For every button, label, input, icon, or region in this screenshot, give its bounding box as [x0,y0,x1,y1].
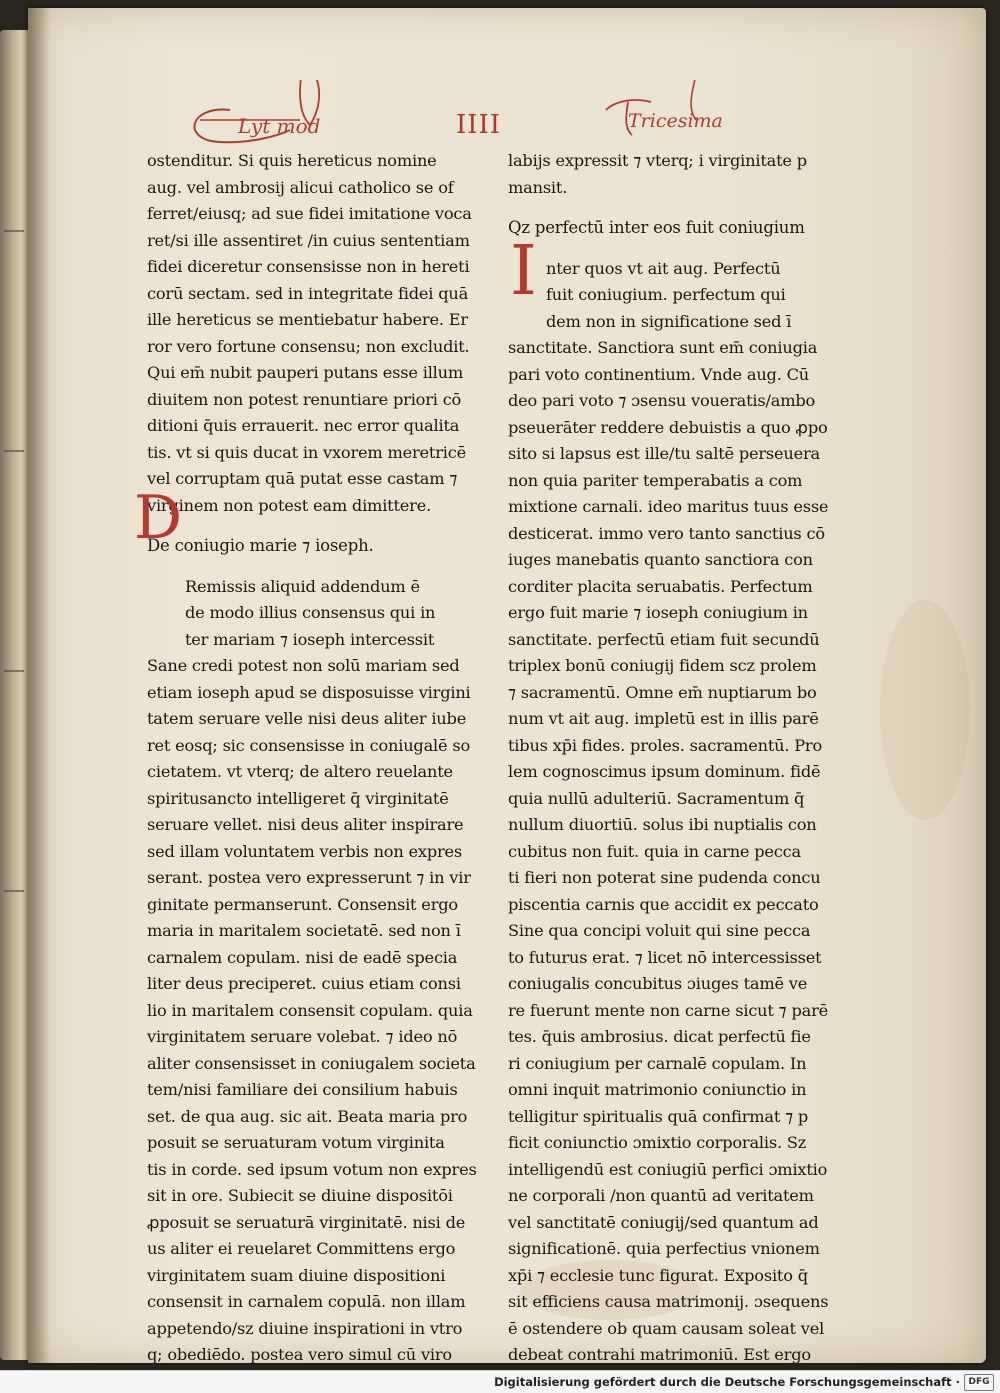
text-line: aug. vel ambrosij alicui catholico se of [147,177,454,197]
text-line: vel sanctitatē coniugij/sed quantum ad [508,1212,819,1232]
text-line: ror vero fortune consensu; non excludit. [147,336,470,356]
text-line: nullum diuortiū. solus ibi nuptialis con [508,815,817,834]
text-line: carnalem copulam. nisi de eadē specia [147,947,458,967]
text-line: intelligendū est coniugiū perfici ɔmixtio [508,1159,828,1179]
text-line: to futurus erat. ⁊ licet nō intercessisset [508,947,822,967]
text-line: ē ostendere ob quam causam soleat vel [508,1318,825,1338]
text-line: coniugalis concubitus ɔiuges tamē ve [508,974,808,993]
text-line: cietatem. vt vterq; de altero reuelante [147,762,453,781]
paragraph-top [147,148,472,519]
text-line: Qui em̄ nubit pauperi putans esse illum [147,363,464,382]
text-line: sanctitate. Sanctiora sunt em̄ coniugia [508,338,818,357]
text-line: non quia pariter temperabatis a com [508,470,803,490]
text-line: telligitur spiritualis quā confirmat ⁊ p [508,1106,809,1126]
text-line: ri coniugium per carnalē copulam. In [508,1053,807,1073]
text-line: xp̄i ⁊ ecclesie tunc figurat. Exposito q̄ [508,1265,808,1285]
text-line: tis. vt si quis ducat in vxorem meretricē [147,442,466,462]
text-line: spiritusancto intelligeret q̄ virginitatē [147,788,449,808]
text-line: nter quos vt ait aug. Perfectū [546,258,781,278]
text-line: seruare vellet. nisi deus aliter inspirare [147,815,464,834]
text-line: ostenditur. Si quis hereticus nomine [147,151,437,170]
text-line: etiam ioseph apud se disposuisse virgini [147,682,471,702]
text-line: iuges manebatis quanto sanctiora con [508,550,813,569]
rubricated-initial-d: D [134,483,183,553]
text-line: omni inquit matrimonio coniunctio in [508,1080,807,1099]
text-line: ter mariam ⁊ ioseph intercessit [185,629,435,649]
text-line: num vt ait aug. impletū est in illis parē [508,709,819,728]
section-heading: Qz perfectū inter eos fuit coniugium [508,218,805,237]
folio-number: IIII [456,110,502,140]
text-line: quia nullū adulteriū. Sacramentum q̄ [508,788,805,808]
text-line: re fuerunt mente non carne sicut ⁊ parē [508,1000,828,1020]
text-line: maria in maritalem societatē. sed non ī [147,921,461,940]
text-line: virginitatem seruare volebat. ⁊ ideo nō [147,1027,458,1046]
text-line: corū sectam. sed in integritate fidei quā [147,283,469,303]
text-line: ꝓposuit se seruaturā virginitatē. nisi de [147,1212,466,1232]
text-line: cubitus non fuit. quia in carne pecca [508,841,801,861]
text-line: ergo fuit marie ⁊ ioseph coniugium in [508,603,808,622]
text-line: labijs expressit ⁊ vterq; i virginitate p [508,151,807,170]
text-column-left [147,148,477,1369]
text-line: ficit coniunctio ɔmixtio corporalis. Sz [508,1133,807,1152]
text-line: dem non in significatione sed ī [546,311,792,331]
text-line: vel corruptam quā putat esse castam ⁊ [147,469,458,488]
footer-bar [0,1370,1000,1393]
text-line: fidei diceretur consensisse non in hereti [147,257,470,276]
text-line: ti fieri non poterat sine pudenda concu [508,868,821,887]
text-line: tes. q̄uis ambrosius. dicat perfectū fie [508,1027,811,1046]
running-title-right: Tricesima [628,110,723,132]
text-line: Remissis aliquid addendum ē [185,576,420,596]
text-line: ditioni q̄uis errauerit. nec error qualita [147,416,460,435]
running-title-left: Lyt mod [238,114,321,138]
funding-credit: Digitalisierung gefördert durch die Deutsche Forschungsgemeinschaft · [494,1375,960,1389]
text-line: tem/nisi familiare dei consilium habuis [147,1080,458,1099]
facing-page-edge [0,30,30,1360]
section-heading: De coniugio marie ⁊ ioseph. [147,536,374,555]
text-line: tibus xp̄i fides. proles. sacramentū. Pro [508,735,823,755]
text-line: significationē. quia perfectius vnionem [508,1239,820,1258]
text-line: liter deus preciperet. cuius etiam consi [147,974,461,993]
text-line: desticerat. immo vero tanto sanctius cō [508,523,825,543]
text-line: lem cognoscimus ipsum dominum. fidē [508,762,821,781]
text-line: ferret/eiusq; ad sue fidei imitatione voca [147,204,472,223]
text-line: ret/si ille assentiret /in cuius sententiam [147,230,470,250]
text-line: Sine qua concipi voluit qui sine pecca [508,921,811,940]
text-line: set. de qua aug. sic ait. Beata maria pro [147,1106,468,1126]
text-line: Sane credi potest non solū mariam sed [147,656,460,675]
text-line: deo pari voto ⁊ ɔsensu voueratis/ambo [508,391,816,410]
running-header [0,80,1000,150]
text-line: lio in maritalem consensit copulam. quia [147,1000,473,1020]
text-line: debeat contrahi matrimoniū. Est ergo [508,1345,811,1364]
paragraph-body [508,256,829,1369]
text-line: tis in corde. sed ipsum votum non expres [147,1159,477,1179]
text-line: posuit se seruaturam votum virginita [147,1133,445,1152]
dfg-logo-icon: DFG [964,1374,994,1391]
text-line: sito si lapsus est ille/tu saltē perseuera [508,444,820,463]
text-line: tatem seruare velle nisi deus aliter iube [147,709,467,728]
text-column-right [508,148,829,1369]
gutter-shadow [28,8,50,1363]
text-line: sit in ore. Subiecit se diuine dispositōi [147,1186,453,1205]
text-line: q; obediēdo. postea vero simul cū viro [147,1345,452,1364]
text-line: sanctitate. perfectū etiam fuit secundū [508,629,820,649]
text-line: ret eosq; sic consensisse in coniugalē so [147,735,470,755]
text-line: sed illam voluntatem verbis non expres [147,841,463,861]
text-line: corditer placita seruabatis. Perfectum [508,576,813,596]
text-line: ⁊ sacramentū. Omne em̄ nuptiarum bo [508,682,817,702]
rubricated-initial-i: I [510,232,537,311]
text-line: sit efficiens causa matrimonij. ɔsequens [508,1292,829,1311]
paragraph-top [508,148,807,201]
text-line: diuitem non potest renuntiare priori cō [147,389,462,409]
text-line: us aliter ei reuelaret Committens ergo [147,1239,456,1258]
text-line: virginitatem suam diuine dispositioni [147,1265,446,1285]
text-line: ginitate permanserunt. Consensit ergo [147,894,458,914]
text-line: appetendo/sz diuine inspirationi in vtro [147,1318,463,1338]
text-line: triplex bonū coniugij fidem scz prolem [508,656,817,675]
text-line: pseuerāter reddere debuistis a quo ꝓpo [508,417,828,437]
paragraph-body [147,574,477,1369]
text-line: mixtione carnali. ideo maritus tuus esse [508,497,829,516]
text-line: virginem non potest eam dimittere. [147,495,432,515]
text-line: serant. postea vero expresserunt ⁊ in vir [147,868,471,887]
text-line: consensit in carnalem copulā. non illam [147,1292,466,1311]
text-line: pari voto continentium. Vnde aug. Cū [508,364,810,384]
text-line: piscentia carnis que accidit ex peccato [508,894,819,914]
text-line: ne corporali /non quantū ad veritatem [508,1186,814,1205]
text-line: de modo illius consensus qui in [185,603,436,622]
text-line: fuit coniugium. perfectum qui [546,285,786,304]
text-line: mansit. [508,177,568,197]
text-line: aliter consensisset in coniugalem societa [147,1053,476,1073]
paper-stain [880,600,970,820]
text-line: ille hereticus se mentiebatur habere. Er [147,310,468,329]
